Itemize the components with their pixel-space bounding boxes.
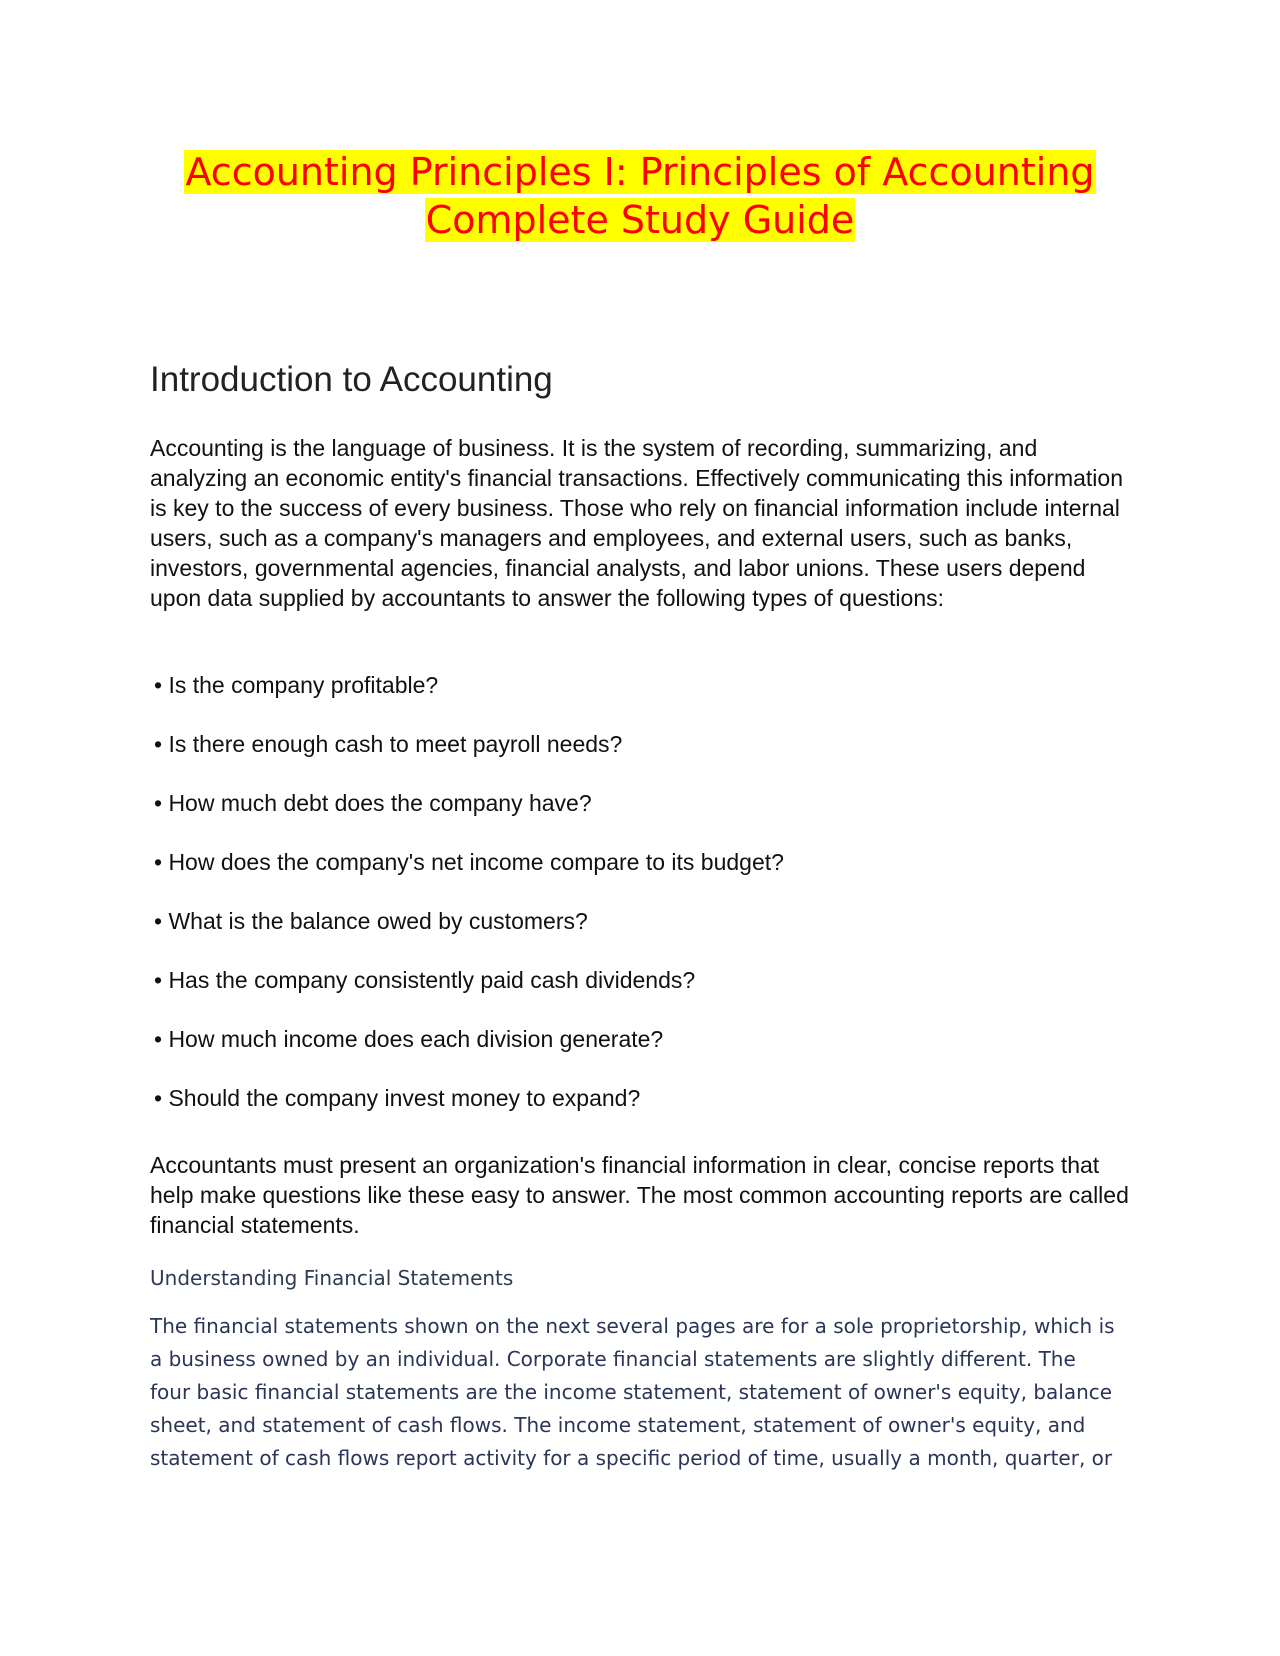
statements-paragraph: The financial statements shown on the next several pages are for a sole proprietorship, which is a business owned by an individual. Corporate financial statements are slightly different. The four basic financial statements are the income statement, statement of owner's equity, balance sheet, and statement of cash flows. The income statement, statement of owner's equity, and statement of cash flows report activity for a specific period of time, usually a month, quarter, or xyxy=(150,1314,1115,1470)
subsection-heading: Understanding Financial Statements xyxy=(150,1266,514,1290)
list-item: • Is there enough cash to meet payroll needs? xyxy=(154,731,623,757)
section-heading: Introduction to Accounting xyxy=(150,360,553,399)
list-item: • Should the company invest money to expand? xyxy=(154,1085,641,1111)
reports-paragraph: Accountants must present an organization's financial information in clear, concise reports that help make questions like these easy to answer. The most common accounting reports are called financial statements. xyxy=(150,1152,1129,1238)
list-item: • How does the company's net income compare to its budget? xyxy=(154,849,784,875)
list-item: • How much income does each division generate? xyxy=(154,1026,664,1052)
document-title-line-1 xyxy=(100,148,1180,196)
document-title-line-2 xyxy=(100,196,1180,244)
document-title-line-1-text: Accounting Principles I: Principles of Accounting xyxy=(185,150,1095,194)
intro-paragraph: Accounting is the language of business. It is the system of recording, summarizing, and analyzing an economic entity's financial transactions. Effectively communicating this information is key to the success of every business. Those who rely on financial information include internal users, such as a company's managers and employees, and external users, such as banks, investors, governmental agencies, financial analysts, and labor unions. These users depend upon data supplied by accountants to answer the following types of questions: xyxy=(150,435,1123,611)
list-item: • Has the company consistently paid cash dividends? xyxy=(154,967,696,993)
list-item: • What is the balance owed by customers? xyxy=(154,908,588,934)
list-item: • Is the company profitable? xyxy=(154,672,439,698)
document-title-line-2-text: Complete Study Guide xyxy=(425,198,855,242)
questions-list xyxy=(154,670,784,1142)
list-item: • How much debt does the company have? xyxy=(154,790,592,816)
